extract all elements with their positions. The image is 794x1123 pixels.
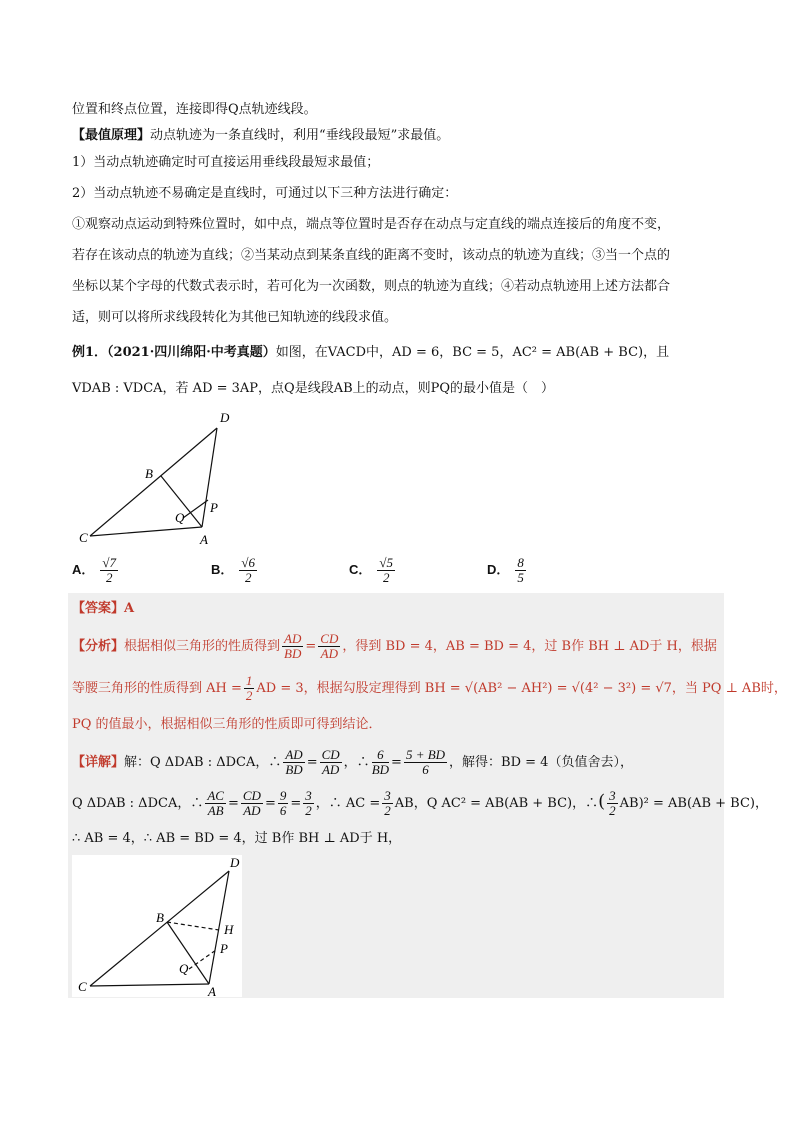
principle-tag: 【最值原理】	[72, 128, 151, 143]
label-a: A	[208, 984, 216, 997]
detail-frac6-den: AD	[243, 803, 261, 818]
analysis-frac2-num: CD	[320, 631, 339, 646]
detail-frac2-den: AD	[321, 762, 340, 777]
detail-line-3	[72, 830, 724, 848]
analysis-text-2a: 等腰三角形的性质得到 AH =	[72, 681, 242, 696]
label-p: P	[210, 500, 218, 515]
analysis-frac3-num: 1	[245, 673, 253, 688]
intro-line-1: 位置和终点位置，连接即得Q点轨迹线段。	[72, 102, 317, 117]
detail-frac3-num: 6	[372, 748, 389, 763]
label-p: P	[220, 941, 228, 956]
detail-frac6-num: CD	[242, 788, 261, 803]
analysis-frac1-den: BD	[284, 646, 302, 661]
detail-line-1	[72, 748, 724, 777]
detail-tag: 【详解】	[72, 755, 125, 770]
option-b[interactable]	[211, 556, 259, 585]
detail-line-2: Q ΔDAB : ΔDCA，∴ $\frac{AC}{AB}$ = $\frac{CD}{AD}$ = $\frac{9}{6}$ = $\frac{3}{2}$ ，∴ AC = $\frac{3}{2}$ AB，Q AC² = AB(AB + BC)，∴( $\frac{3}{2}$ AB)² = AB(AB + BC)，	[72, 788, 768, 818]
geometry-figure-1	[76, 408, 246, 548]
option-c[interactable]	[349, 556, 397, 585]
detail-frac9-den: 2	[384, 803, 391, 818]
analysis-frac1-num: AD	[284, 631, 302, 646]
detail-frac4-num: 5 + BD	[405, 747, 446, 762]
label-b: B	[145, 466, 153, 481]
answer-value: A	[124, 601, 135, 616]
detail-frac5-num: AC	[207, 788, 224, 803]
label-c: C	[78, 979, 87, 994]
analysis-text-1a: 根据相似三角形的性质得到	[124, 639, 281, 654]
detail-frac3-den: BD	[371, 762, 390, 777]
detail-eq-5: =	[290, 796, 302, 811]
geometry-figure-2	[72, 855, 242, 997]
line-ca	[90, 527, 202, 536]
analysis-eq: =	[305, 639, 317, 654]
option-d[interactable]	[487, 556, 528, 585]
detail-frac10-num: 3	[609, 788, 616, 803]
option-b-den: 2	[244, 570, 252, 585]
analysis-text-2b: AD = 3，根据勾股定理得到 BH = √(AB² − AH²) = √(4² − 3²) = √7，当 PQ ⊥ AB时，	[256, 681, 787, 696]
option-d-den: 5	[517, 570, 524, 585]
option-d-label: D．	[487, 562, 510, 577]
label-q: Q	[175, 510, 185, 525]
detail-text-2d: AB)² = AB(AB + BC)，	[619, 796, 768, 811]
line-bh-dashed	[167, 922, 219, 930]
detail-frac8-num: 3	[305, 788, 312, 803]
intro-line-6: 若存在该动点的轨迹为直线；②当某动点到某条直线的距离不变时，该动点的轨迹为直线；③当一个点的	[72, 248, 671, 263]
option-b-label: B．	[211, 562, 234, 577]
option-a-label: A．	[72, 562, 95, 577]
intro-line-3: 1）当动点轨迹确定时可直接运用垂线段最短求最值；	[72, 155, 380, 170]
detail-frac1-num: AD	[285, 747, 303, 762]
intro-line-5: ①观察动点运动到特殊位置时，如中点，端点等位置时是否存在动点与定直线的端点连接后的角度不变，	[72, 217, 671, 232]
detail-frac7-den: 6	[279, 803, 287, 818]
detail-text-2b: ，∴ AC =	[315, 796, 381, 811]
example-text-1: 如图，在VACD中，AD = 6，BC = 5，AC² = AB(AB + BC)，且	[275, 345, 670, 360]
analysis-text-3: PQ 的值最小，根据相似三角形的性质即可得到结论．	[72, 717, 382, 732]
detail-frac1-den: BD	[285, 762, 303, 777]
detail-eq-4: =	[264, 796, 276, 811]
line-cd	[90, 871, 229, 986]
analysis-line-3	[72, 716, 724, 734]
line-cd	[90, 428, 217, 536]
detail-eq-1: =	[306, 755, 318, 770]
line-ca	[90, 984, 209, 986]
intro-line-7: 坐标以某个字母的代数式表示时，若可化为一次函数，则点的轨迹为直线；④若动点轨迹用上述方法都合	[72, 279, 671, 294]
detail-text-3: ∴ AB = 4，∴ AB = BD = 4，过 B作 BH ⊥ AD于 H，	[72, 831, 402, 846]
detail-text-1a: 解：Q ΔDAB : ΔDCA，∴	[124, 755, 282, 770]
analysis-line-1	[72, 632, 724, 661]
option-a-num: √7	[102, 555, 117, 570]
detail-frac10-den: 2	[609, 803, 616, 818]
label-d: D	[230, 855, 240, 870]
label-b: B	[156, 910, 164, 925]
example-line-1	[72, 344, 724, 362]
label-h: H	[224, 922, 234, 937]
option-a[interactable]	[72, 556, 120, 585]
detail-frac9-num: 3	[384, 788, 391, 803]
option-a-den: 2	[105, 570, 113, 585]
label-c: C	[79, 530, 88, 545]
analysis-tag: 【分析】	[72, 639, 125, 654]
analysis-text-1b: ，得到 BD = 4，AB = BD = 4，过 B作 BH ⊥ AD于 H，根据	[342, 639, 717, 654]
detail-text-2c: AB，Q AC² = AB(AB + BC)，∴	[394, 796, 599, 811]
detail-text-1b: ，∴	[343, 755, 370, 770]
detail-frac8-den: 2	[305, 803, 312, 818]
intro-line-4: 2）当动点轨迹不易确定是直线时，可通过以下三种方法进行确定：	[72, 186, 458, 201]
analysis-frac3-den: 2	[245, 688, 253, 703]
detail-frac5-den: AB	[207, 803, 224, 818]
option-c-num: √5	[379, 555, 394, 570]
option-c-label: C．	[349, 562, 372, 577]
detail-frac2-num: CD	[321, 747, 340, 762]
detail-eq-2: =	[391, 755, 402, 770]
label-q: Q	[179, 961, 189, 976]
label-d: D	[220, 410, 230, 425]
example-label: 例1．（2021·四川绵阳·中考真题）	[72, 345, 276, 360]
option-b-num: √6	[241, 555, 256, 570]
answer-tag: 【答案】	[72, 601, 125, 616]
analysis-line-2	[72, 673, 787, 703]
option-d-num: 8	[517, 555, 524, 570]
example-line-2: VDAB : VDCA，若 AD = 3AP，点Q是线段AB上的动点，则PQ的最小值是（ ）	[72, 381, 555, 396]
label-a: A	[200, 532, 208, 547]
detail-text-2a: Q ΔDAB : ΔDCA，∴	[72, 796, 204, 811]
detail-eq-3: =	[227, 796, 239, 811]
principle-line	[72, 127, 724, 145]
detail-frac7-num: 9	[279, 788, 287, 803]
detail-text-1c: ，解得：BD = 4（负值舍去），	[449, 755, 633, 770]
analysis-frac2-den: AD	[320, 646, 338, 661]
intro-line-8: 适，则可以将所求线段转化为其他已知轨迹的线段求值。	[72, 310, 398, 325]
principle-text: 动点轨迹为一条直线时，利用“垂线段最短”求最值。	[150, 128, 450, 143]
answer-line	[72, 600, 724, 618]
option-c-den: 2	[382, 570, 390, 585]
detail-frac4-den: 6	[422, 762, 429, 777]
